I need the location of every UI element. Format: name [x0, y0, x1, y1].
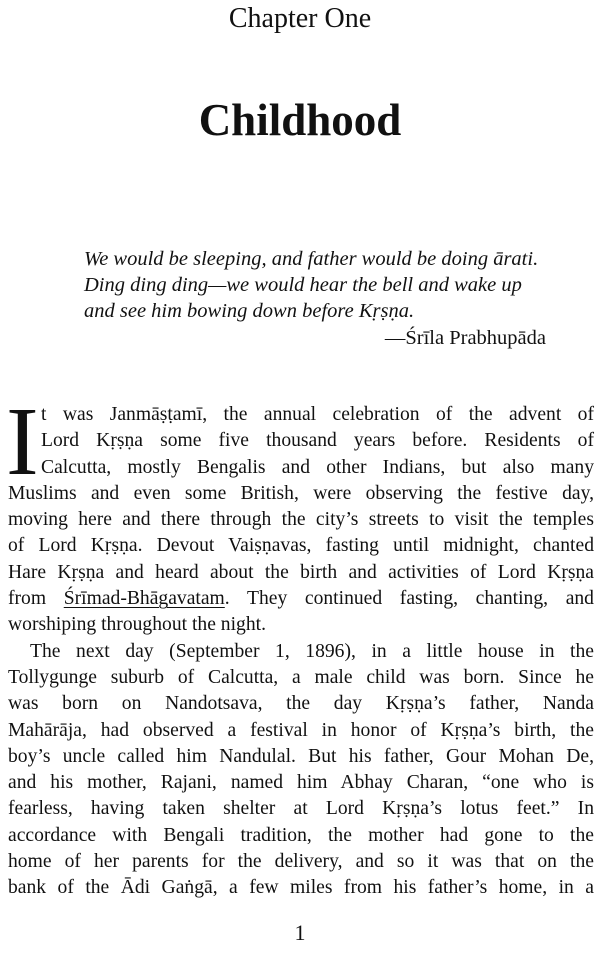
text-line: accordance with Bengali tradition, the mother had gone to the [8, 824, 594, 846]
text-line: t was Janmāṣṭamī, the annual celebration of the advent of [41, 404, 594, 425]
epigraph-attribution: —Śrīla Prabhupāda [384, 327, 546, 349]
text-line: home of her parents for the delivery, and so it was that on the [8, 851, 594, 873]
text-line: fearless, having taken shelter at Lord Kṛṣṇa’s lotus feet.” In [8, 798, 594, 820]
epigraph [84, 246, 550, 324]
text-line: Tollygunge suburb of Calcutta, a male child was born. Since he [8, 666, 594, 688]
text-line: worshiping throughout the night. [8, 614, 266, 636]
text-line: was born on Nandotsava, the day Kṛṣṇa’s father, Nanda [8, 693, 594, 715]
paragraph-2 [8, 639, 594, 902]
book-title: Śrīmad-Bhāgavatam [63, 588, 225, 610]
text-line: Lord Kṛṣṇa some five thousand years before. Residents of [41, 430, 594, 452]
text-line: moving here and there through the city’s streets to visit the temples [8, 509, 594, 531]
text-line: Mahārāja, had observed a festival in honor of Kṛṣṇa’s birth, the [8, 719, 594, 741]
epigraph-line: We would be sleeping, and father would be doing ārati. [84, 248, 539, 270]
text-line: of Lord Kṛṣṇa. Devout Vaiṣṇavas, fasting until midnight, chanted [8, 535, 594, 557]
epigraph-line: Ding ding ding—we would hear the bell and wake up [84, 274, 522, 296]
text-line [8, 586, 594, 612]
body-text [6, 388, 594, 902]
text-line: Muslims and even some British, were observing the festive day, [8, 482, 594, 504]
epigraph-line: and see him bowing down before Kṛṣṇa. [84, 300, 415, 322]
page-number: 1 [294, 920, 306, 945]
text-line: boy’s uncle called him Nandulal. But his father, Gour Mohan De, [8, 745, 594, 767]
text-line: and his mother, Rajani, named him Abhay Charan, “one who is [8, 772, 594, 794]
chapter-label: Chapter One [228, 3, 372, 34]
chapter-title: Childhood [198, 95, 402, 145]
text-fragment: . They continued fasting, chanting, and [224, 588, 594, 610]
text-fragment: from [8, 588, 64, 610]
text-line: Calcutta, mostly Bengalis and other Indians, but also many [41, 456, 594, 478]
drop-cap: I [6, 388, 39, 496]
text-line: Hare Kṛṣṇa and heard about the birth and activities of Lord Kṛṣṇa [8, 561, 594, 583]
paragraph-1 [6, 388, 594, 639]
text-line: bank of the Ādi Gaṅgā, a few miles from his father’s home, in a [8, 877, 594, 899]
text-line: The next day (September 1, 1896), in a little house in the [30, 640, 594, 662]
